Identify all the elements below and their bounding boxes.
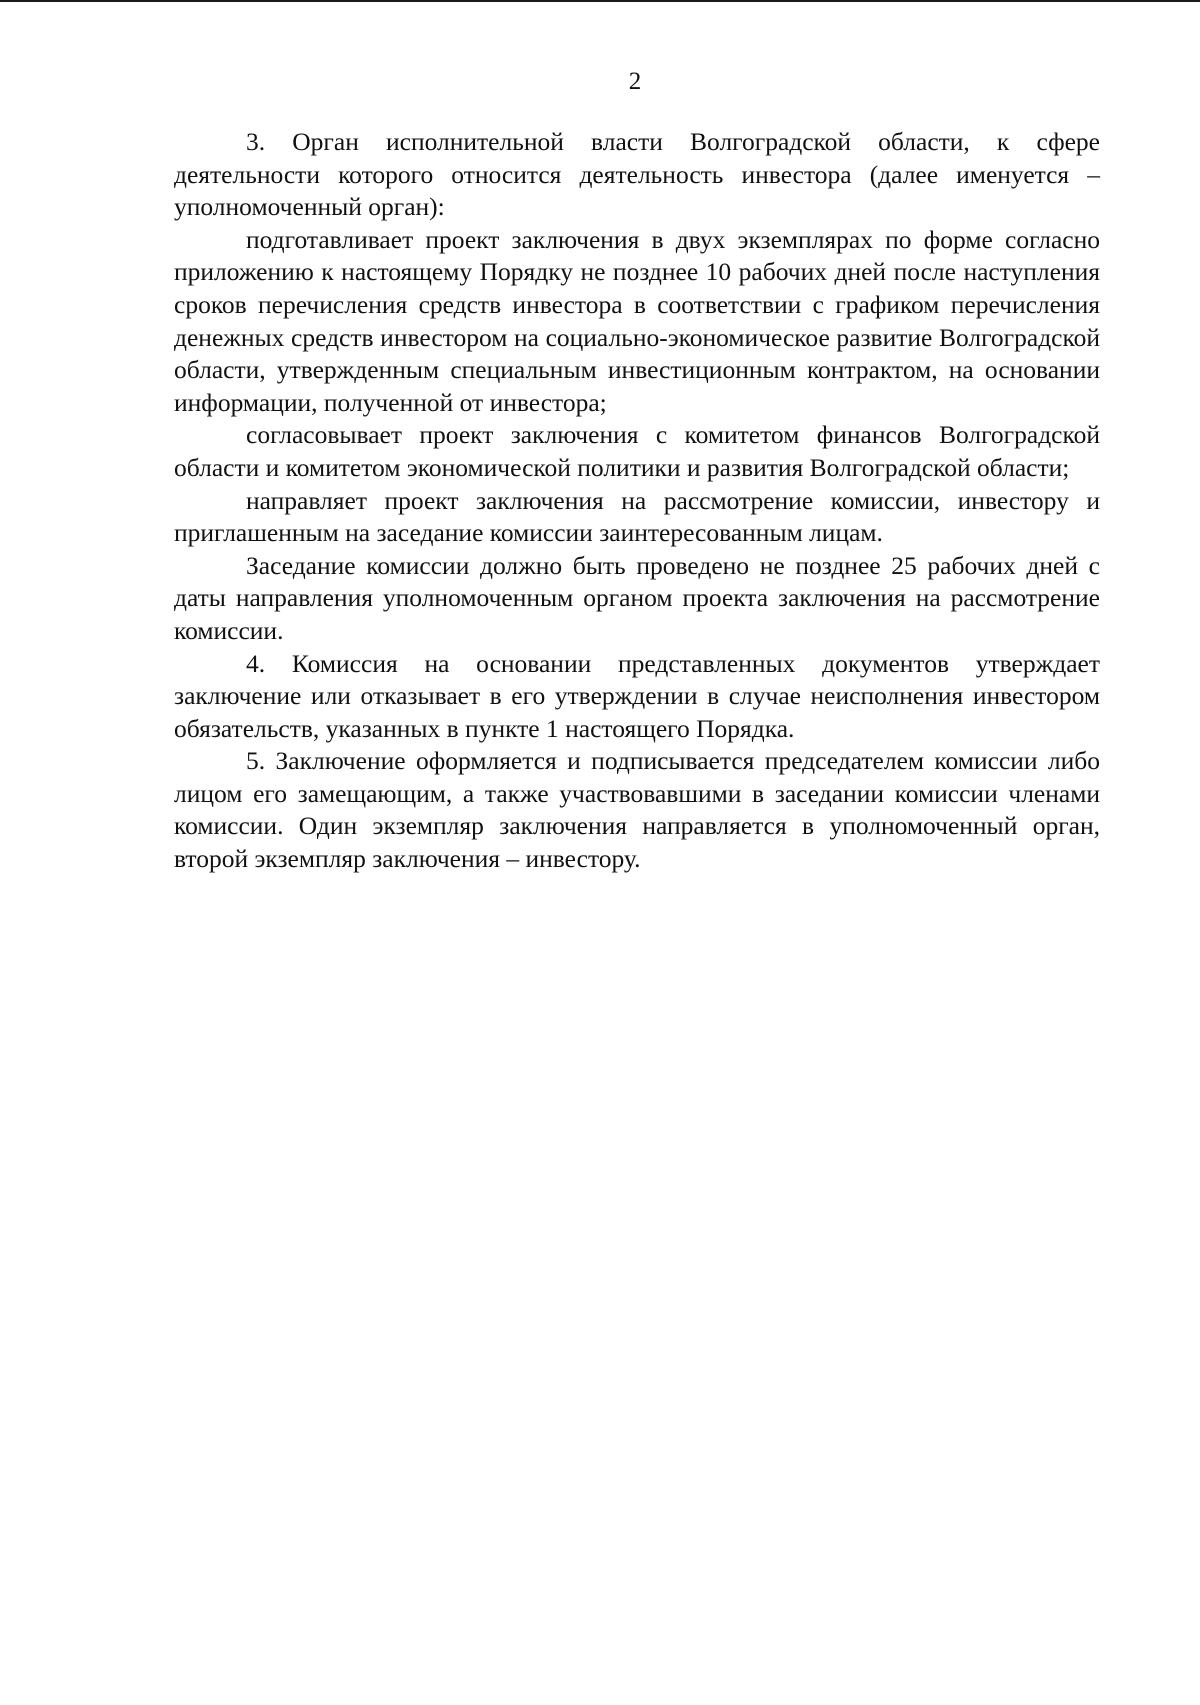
document-body [174, 126, 1100, 876]
paragraph-prepares-draft: подготавливает проект заключения в двух экземплярах по форме согласно приложению к настоящему Порядку не позднее 10 рабочих дней после наступления сроков перечисления средств инвестора в соответствии с графиком перечисления денежных средств инвестором на социально-экономическое развитие Волгоградской области, утвержденным специальным инвестиционным контрактом, на основании информации, полученной от инвестора; [174, 224, 1100, 417]
paragraph-agrees-draft: согласовывает проект заключения с комитетом финансов Волгоградской области и комитетом экономической политики и развития Волгоградской области; [174, 420, 1100, 482]
paragraph-item-3: 3. Орган исполнительной власти Волгоградской области, к сфере деятельности которого относится деятельность инвестора (далее именуется – уполномоченный орган): [174, 127, 1100, 222]
paragraph-sends-draft: направляет проект заключения на рассмотрение комиссии, инвестору и приглашенным на заседание комиссии заинтересованным лицам. [174, 485, 1100, 548]
page-number: 2 [628, 68, 642, 95]
paragraph-item-5: 5. Заключение оформляется и подписывается председателем комиссии либо лицом его замещающим, а также участвовавшими в заседании комиссии членами комиссии. Один экземпляр заключения направляется в уполномоченный орган, второй экземпляр заключения – инвестору. [174, 746, 1100, 874]
paragraph-item-4: 4. Комиссия на основании представленных документов утверждает заключение или отказывает в его утверждении в случае неисполнения инвестором обязательств, указанных в пункте 1 настоящего Порядка. [174, 648, 1100, 743]
paragraph-meeting-deadline: Заседание комиссии должно быть проведено не позднее 25 рабочих дней с даты направления уполномоченным органом проекта заключения на рассмотрение комиссии. [174, 550, 1100, 645]
